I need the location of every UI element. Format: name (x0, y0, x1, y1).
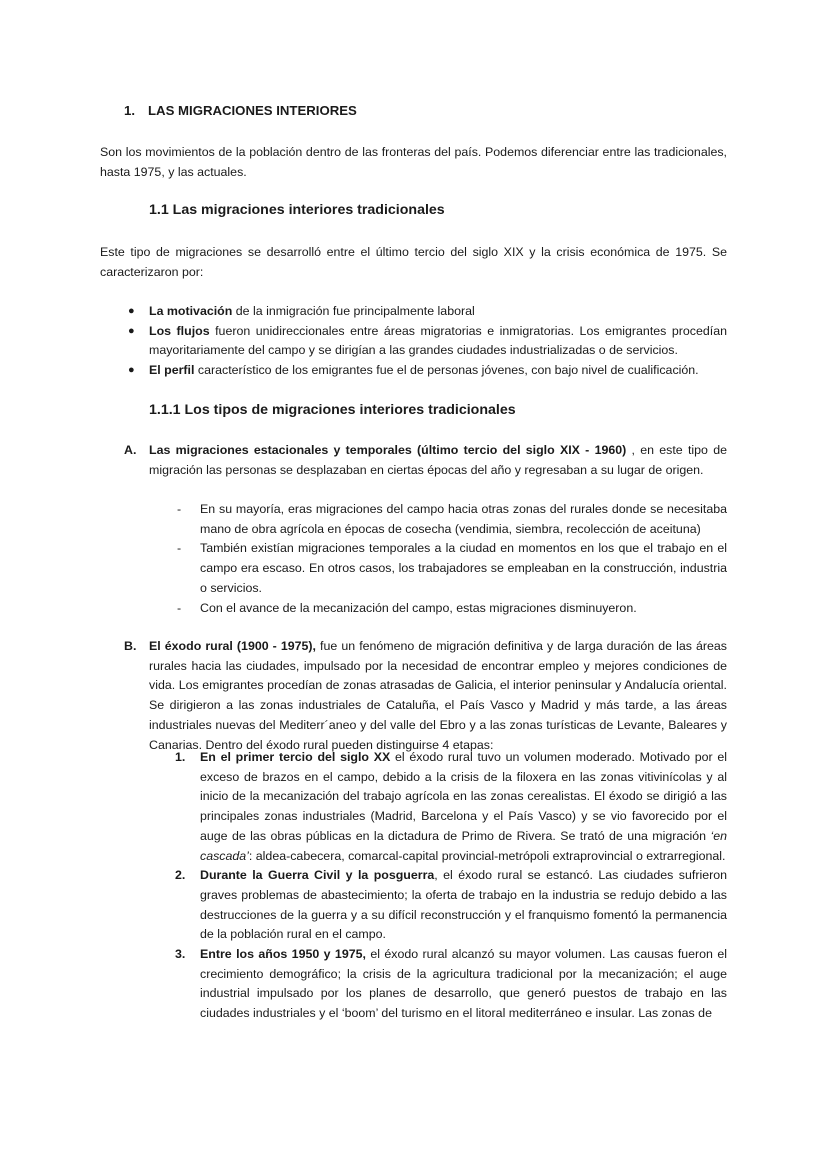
list-item (177, 599, 727, 619)
item-text: También existían migraciones temporales a la ciudad en momentos en los que el trabajo en el campo era escaso. En otros casos, los trabajadores se empleaban en la construcción, industria o servicios. (200, 541, 727, 595)
item-number: 2. (175, 868, 186, 883)
item-bold: Los flujos (149, 323, 210, 338)
section-bold: Las migraciones estacionales y temporales (último tercio del siglo XIX - 1960) (149, 443, 627, 457)
section-b (124, 637, 727, 755)
item-number: 3. (175, 947, 186, 962)
section-bold: El éxodo rural (1900 - 1975), (149, 639, 316, 653)
item-text: característico de los emigrantes fue el de personas jóvenes, con bajo nivel de cualificación. (194, 363, 699, 378)
item-text: el éxodo rural alcanzó su mayor volumen. Las causas fueron el crecimiento demográfico; la crisis de la agricultura tradicional por la mecanización; el auge industrial impulsado por los planes de desarrollo, que generó puestos de trabajo en las ciudades industriales y el ‘boom’ del turismo en el litoral mediterráneo e insular. Las zonas de (200, 947, 727, 1021)
section-b-intro (124, 637, 727, 755)
item-number: 1. (175, 750, 186, 764)
list-item (177, 500, 727, 539)
dash-icon: - (177, 541, 182, 556)
bullet-icon: ● (128, 324, 135, 337)
item-italic: ‘en cascada’ (200, 828, 727, 863)
list-item (175, 945, 727, 1024)
item-text: , el éxodo rural se estancó. Las ciudades sufrieron graves problemas de abastecimiento; la oferta de trabajo en la industria se redujo debido a las destrucciones de la guerra y a su difícil reconstrucción y el franquismo fomentó la permanencia de la población rural en el campo. (200, 868, 728, 942)
item-bold: El perfil (149, 363, 195, 378)
item-bold: Entre los años 1950 y 1975, (200, 947, 366, 962)
section-text: fue un fenómeno de migración definitiva y de larga duración de las áreas rurales hacia las ciudades, impulsado por la necesidad de encontrar empleo y mejores condiciones de vida. Los emigrantes procedían de zonas atrasadas de Galicia, el interior peninsular y Andalucía oriental. Se dirigieron a las zonas industriales de Cataluña, el País Vasco y Madrid y más tarde, a las áreas industriales nuevas del Mediterr´aneo y del valle del Ebro y a las zonas turísticas de Levante, Baleares y Canarias. Dentro del éxodo rural pueden distinguirse 4 etapas: (149, 639, 727, 752)
heading-1 (124, 101, 357, 121)
section-marker: A. (124, 443, 137, 457)
item-text: : aldea-cabecera, comarcal-capital provincial-metrópoli extraprovincial o extrarregional. (248, 848, 726, 863)
heading-number: 1. (124, 103, 135, 118)
item-text: En su mayoría, eras migraciones del campo hacia otras zonas del rurales donde se necesitaba mano de obra agrícola en épocas de cosecha (vendimia, siembra, recolección de aceituna) (200, 502, 727, 536)
list-item (128, 302, 727, 322)
item-text: Con el avance de la mecanización del campo, estas migraciones disminuyeron. (200, 600, 637, 615)
heading-3: 1.1.1 Los tipos de migraciones interiores tradicionales (149, 402, 516, 418)
bullet-icon: ● (128, 364, 135, 377)
section-marker: B. (124, 639, 137, 653)
list-item (177, 539, 727, 598)
section-a-intro (124, 441, 727, 480)
bullet-icon: ● (128, 305, 135, 317)
section-a (124, 441, 727, 480)
heading-2: 1.1 Las migraciones interiores tradicionales (149, 202, 445, 218)
item-text: de la inmigración fue principalmente laboral (232, 304, 475, 318)
intro2-paragraph: Este tipo de migraciones se desarrolló entre el último tercio del siglo XIX y la crisis económica de 1975. Se caracterizaron por: (100, 245, 727, 279)
section-text: , en este tipo de migración las personas se desplazaban en ciertas épocas del año y regresaban a su lugar de origen. (149, 443, 727, 477)
list-item (175, 748, 727, 866)
list-item (128, 361, 727, 381)
section-a-dashes (177, 500, 727, 618)
item-text: fueron unidireccionales entre áreas migratorias e inmigratorias. Los emigrantes procedían mayoritariamente del campo y se dirigían a las grandes ciudades industrializadas o de servicios. (149, 323, 727, 358)
dash-icon: - (177, 502, 182, 516)
dash-icon: - (177, 600, 182, 615)
heading-title: LAS MIGRACIONES INTERIORES (148, 103, 357, 118)
list-item (175, 866, 728, 945)
item-bold: En el primer tercio del siglo XX (200, 750, 391, 764)
characteristics-list (128, 302, 727, 381)
item-bold: La motivación (149, 304, 233, 318)
item-bold: Durante la Guerra Civil y la posguerra (200, 868, 435, 883)
intro-paragraph: Son los movimientos de la población dentro de las fronteras del país. Podemos diferenciar entre las tradicionales, hasta 1975, y las actuales. (100, 145, 727, 179)
item-text: el éxodo rural tuvo un volumen moderado. Motivado por el exceso de brazos en el campo, debido a la crisis de la filoxera en las zonas vitivinícolas y al inicio de la mecanización del trabajo agrícola en las zonas cerealistas. El éxodo se dirigió a las principales zonas industriales (Madrid, Barcelona y el País Vasco) y se vio favorecido por el auge de las obras públicas en la dictadura de Primo de Rivera. Se trató de una migración (200, 750, 727, 843)
stages-list (175, 748, 728, 1024)
list-item (128, 322, 727, 361)
